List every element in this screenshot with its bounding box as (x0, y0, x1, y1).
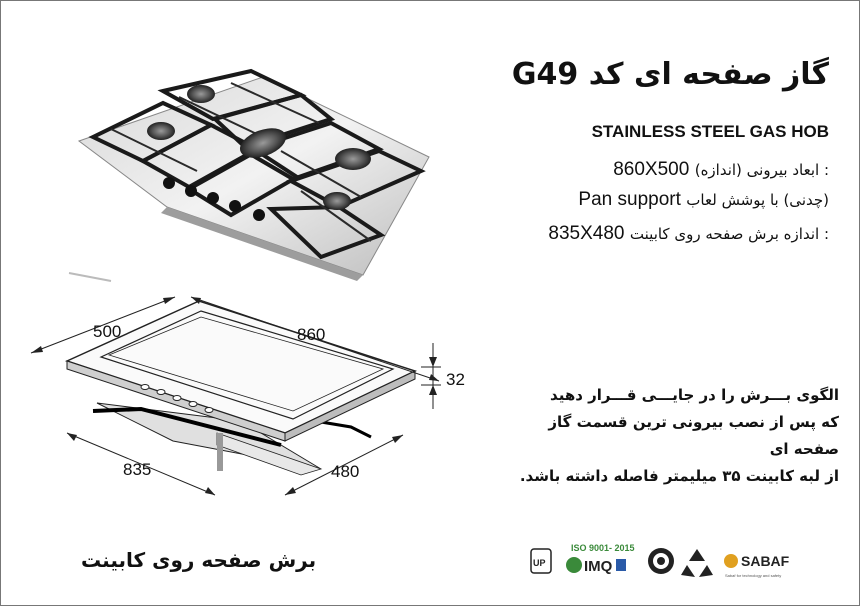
product-drawings (1, 1, 860, 607)
svg-text:UP: UP (533, 558, 546, 568)
spec-label: : ابعاد بیرونی (اندازه) (694, 161, 829, 179)
ce-mark-icon (531, 549, 551, 573)
product-subtitle: STAINLESS STEEL GAS HOB (591, 122, 829, 141)
dimension-cut-width: 835 (123, 460, 152, 479)
cutout-caption: برش صفحه روی کابینت (81, 548, 317, 572)
spec-value: 835X480 (548, 223, 625, 244)
sabaf-logo (724, 553, 790, 578)
dimension-cut-depth: 480 (331, 462, 360, 481)
iso-imq-logo (566, 543, 635, 575)
spec-value: Pan support (578, 189, 681, 210)
gas-hob-image (69, 71, 429, 281)
iso-label: ISO 9001- 2015 (571, 543, 635, 553)
dimension-depth: 500 (93, 322, 122, 341)
dimension-width: 860 (297, 325, 326, 344)
recycle-icon (681, 549, 713, 577)
certification-logos (527, 541, 827, 583)
dimension-height: 32 (446, 370, 465, 389)
product-title: گاز صفحه ای کد G49 (511, 57, 829, 92)
sabaf-tagline: Sabaf for technology and safety (725, 573, 782, 578)
spec-label: : اندازه برش صفحه روی کابینت (629, 225, 829, 243)
spec-label: (چدنی) با پوشش لعاب (686, 191, 829, 209)
installation-note (509, 382, 839, 490)
spec-value: 860X500 (613, 159, 690, 180)
imq-label: IMQ (584, 558, 613, 575)
iqnet-seal-icon (648, 548, 674, 574)
note-line: الگوی بـــرش را در جایـــی قـــرار دهید (550, 386, 839, 404)
sabaf-label: SABAF (741, 553, 790, 569)
note-line: از لبه کابینت ۳۵ میلیمتر فاصله داشته باشد. (519, 467, 839, 485)
note-line: که پس از نصب بیرونی ترین قسمت گاز صفحه ای (548, 413, 839, 458)
